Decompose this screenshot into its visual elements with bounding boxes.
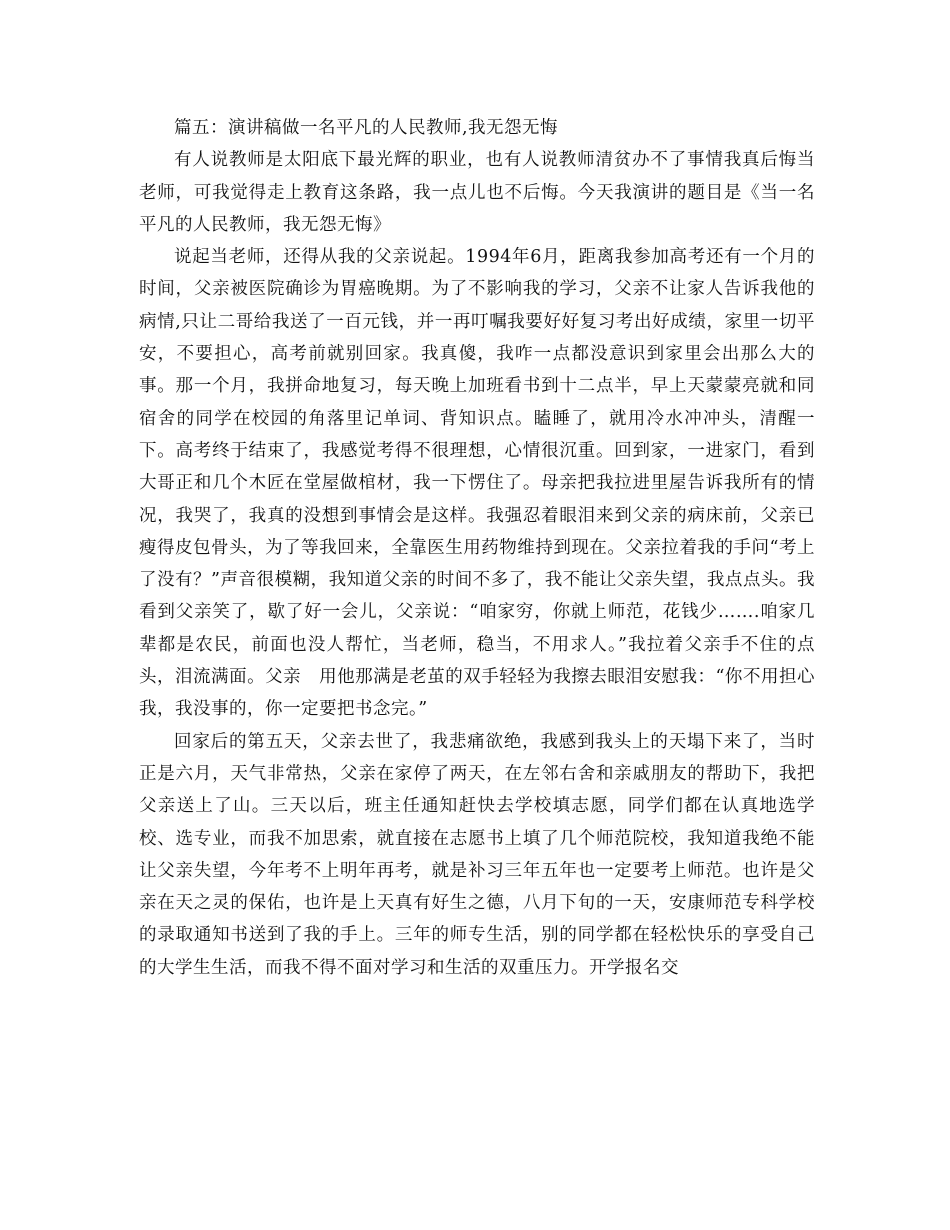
paragraph-3: 回家后的第五天，父亲去世了，我悲痛欲绝，我感到我头上的天塌下来了，当时正是六月，天气非常热，父亲在家停了两天，在左邻右舍和亲戚朋友的帮助下，我把父亲送上了山。三天以后，班主任通知赶快去学校填志愿，同学们都在认真地选学校、选专业，而我不加思索，就直接在志愿书上填了几个师范院校，我知道我绝不能让父亲失望，今年考不上明年再考，就是补习三年五年也一定要考上师范。也许是父亲在天之灵的保佑，也许是上天真有好生之德，八月下旬的一天，安康师范专科学校的录取通知书送到了我的手上。三年的师专生活，别的同学都在轻松快乐的享受自己的大学生生活，而我不得不面对学习和生活的双重压力。开学报名交 <box>139 731 815 978</box>
document-title: 篇五：演讲稿做一名平凡的人民教师,我无怨无悔 <box>174 118 559 138</box>
paragraph-2: 说起当老师，还得从我的父亲说起。1994年6月，距离我参加高考还有一个月的时间，父亲被医院确诊为胃癌晚期。为了不影响我的学习，父亲不让家人告诉我他的病情,只让二哥给我送了一百元钱，并一再叮嘱我要好好复习考出好成绩，家里一切平安，不要担心，高考前就别回家。我真傻，我咋一点都没意识到家里会出那么大的事。那一个月，我拼命地复习，每天晚上加班看书到十二点半，早上天蒙蒙亮就和同宿舍的同学在校园的角落里记单词、背知识点。瞌睡了，就用冷水冲冲头，清醒一下。高考终于结束了，我感觉考得不很理想，心情很沉重。回到家，一进家门，看到大哥正和几个木匠在堂屋做棺材，我一下愣住了。母亲把我拉进里屋告诉我所有的情况，我哭了，我真的没想到事情会是这样。我强忍着眼泪来到父亲的病床前，父亲已瘦得皮包骨头，为了等我回来，全靠医生用药物维持到现在。父亲拉着我的手问“考上了没有？”声音很模糊，我知道父亲的时间不多了，我不能让父亲失望，我点点头。我看到父亲笑了，歇了好一会儿，父亲说：“咱家穷，你就上师范，花钱少…….咱家几辈都是农民，前面也没人帮忙，当老师，稳当，不用求人。”我拉着父亲手不住的点头，泪流满面。父亲 用他那满是老茧的双手轻轻为我擦去眼泪安慰我：“你不用担心我，我没事的，你一定要把书念完。” <box>139 247 815 720</box>
paragraph-1: 有人说教师是太阳底下最光辉的职业，也有人说教师清贫办不了事情我真后悔当老师，可我觉得走上教育这条路，我一点儿也不后悔。今天我演讲的题目是《当一名平凡的人民教师，我无怨无悔》 <box>139 150 815 235</box>
document-body <box>139 112 815 984</box>
